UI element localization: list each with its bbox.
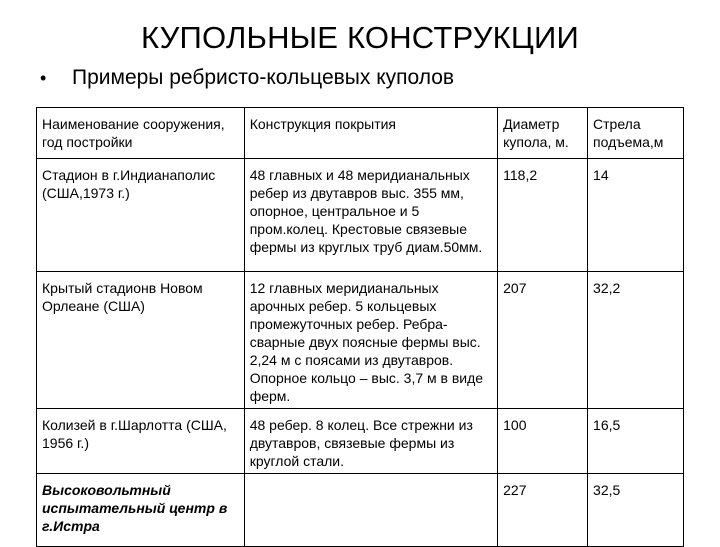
cell-diameter: 100 [498,409,588,474]
header-rise: Стрела подъема,м [588,108,684,159]
table-row [37,474,684,547]
cell-name: Колизей в г.Шарлотта (США, 1956 г.) [37,409,245,474]
cell-rise: 32,2 [588,272,684,409]
table-header-row [37,108,684,159]
bullet-text: Примеры ребристо-кольцевых куполов [72,66,455,89]
cell-diameter: 207 [498,272,588,409]
table-row [37,159,684,272]
cell-construction: 12 главных меридианальных арочных ребер. 5 кольцевых промежуточных ребер. Ребра-сварные двух поясные фермы выс. 2,24 м с поясами из двутавров. Опорное кольцо – выс. 3,7 м в виде ферм. [244,272,497,409]
cell-diameter: 118,2 [498,159,588,272]
cell-rise: 16,5 [588,409,684,474]
cell-name: Стадион в г.Индианаполис (США,1973 г.) [37,159,245,272]
header-diameter: Диаметр купола, м. [498,108,588,159]
cell-name: Высоковольтный испытательный центр в г.Истра [37,474,245,547]
cell-construction [244,474,497,547]
table-row [37,409,684,474]
table-row [37,272,684,409]
cell-construction: 48 главных и 48 меридианальных ребер из двутавров выс. 355 мм, опорное, центральное и 5 пром.колец. Крестовые связевые фермы из круглых труб диам.50мм. [244,159,497,272]
domes-table [36,107,684,547]
cell-construction: 48 ребер. 8 колец. Все стрежни из двутавров, связевые фермы из круглой стали. [244,409,497,474]
cell-rise: 14 [588,159,684,272]
header-construction: Конструкция покрытия [244,108,497,159]
cell-rise: 32,5 [588,474,684,547]
bullet-item [40,66,454,90]
page-title: КУПОЛЬНЫЕ КОНСТРУКЦИИ [141,20,579,55]
cell-name: Крытый стадионв Новом Орлеане (США) [37,272,245,409]
cell-diameter: 227 [498,474,588,547]
bullet-icon: • [40,68,47,88]
header-name: Наименование сооружения, год постройки [37,108,245,159]
